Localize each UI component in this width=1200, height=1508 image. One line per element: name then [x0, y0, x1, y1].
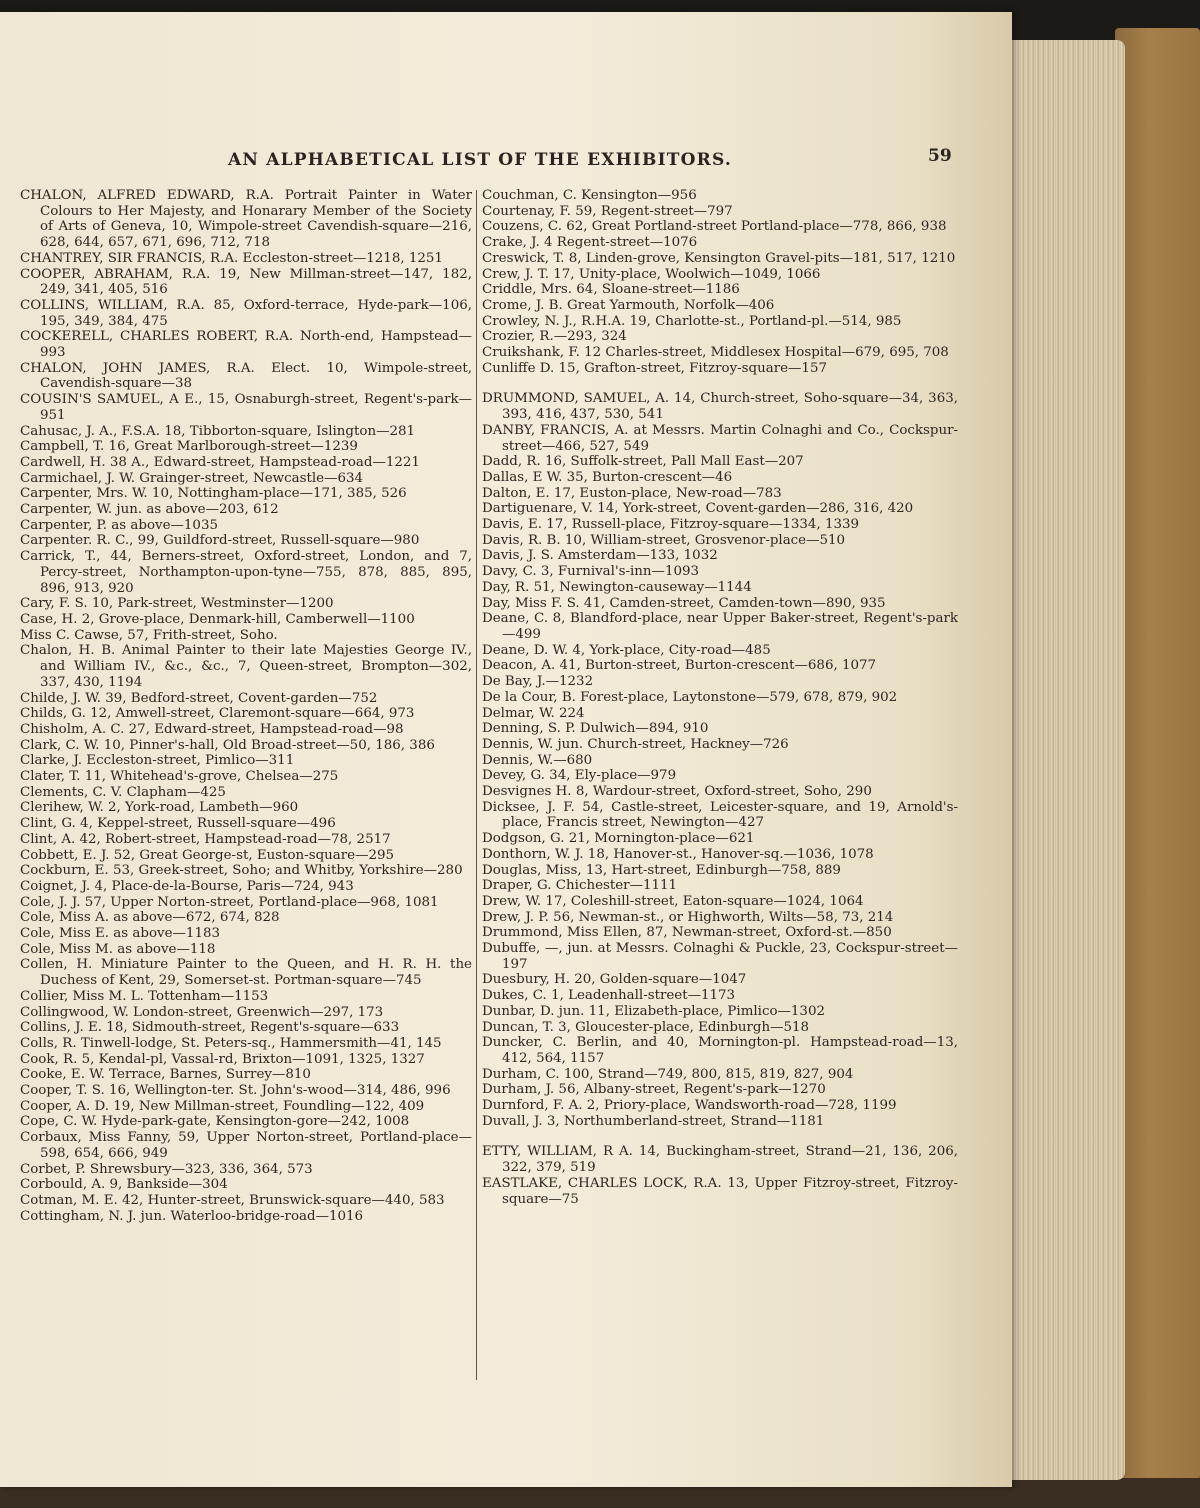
exhibitor-entry: Carpenter. R. C., 99, Guildford-street, Russell-square—980 — [20, 533, 420, 549]
exhibitor-entry: Denning, S. P. Dulwich—894, 910 — [482, 721, 709, 737]
exhibitor-entry: Corbould, A. 9, Bankside—304 — [20, 1177, 228, 1193]
exhibitor-entry: Cope, C. W. Hyde-park-gate, Kensington-gore—242, 1008 — [20, 1114, 410, 1130]
exhibitor-entry: Criddle, Mrs. 64, Sloane-street—1186 — [482, 282, 740, 298]
exhibitor-entry: Crozier, R.—293, 324 — [482, 329, 627, 345]
exhibitor-entry: ETTY, WILLIAM, R A. 14, Buckingham-street, Strand—21, 136, 206, 322, 379, 519 — [482, 1144, 958, 1176]
exhibitor-entry: Carpenter, P. as above—1035 — [20, 517, 218, 533]
exhibitor-entry: Duncan, T. 3, Gloucester-place, Edinburgh—518 — [482, 1019, 810, 1035]
exhibitor-entry: COUSIN'S SAMUEL, A E., 15, Osnaburgh-street, Regent's-park—951 — [20, 392, 472, 423]
exhibitor-entry: Dennis, W. jun. Church-street, Hackney—726 — [482, 736, 789, 752]
exhibitor-entry: Case, H. 2, Grove-place, Denmark-hill, Camberwell—1100 — [20, 611, 415, 627]
page-header-title: AN ALPHABETICAL LIST OF THE EXHIBITORS. — [228, 150, 732, 170]
exhibitor-entry: Dallas, E W. 35, Burton-crescent—46 — [482, 469, 733, 485]
exhibitor-entry: Campbell, T. 16, Great Marlborough-street—1239 — [20, 439, 358, 455]
exhibitor-entry: COOPER, ABRAHAM, R.A. 19, New Millman-street—147, 182, 249, 341, 405, 516 — [20, 266, 472, 298]
exhibitor-entry: Childs, G. 12, Amwell-street, Claremont-square—664, 973 — [20, 706, 415, 722]
exhibitor-entry: De Bay, J.—1232 — [482, 674, 594, 690]
exhibitor-entry: Desvignes H. 8, Wardour-street, Oxford-street, Soho, 290 — [482, 784, 872, 800]
exhibitor-entry: Collins, J. E. 18, Sidmouth-street, Regent's-square—633 — [20, 1020, 400, 1036]
exhibitor-entry: Draper, G. Chichester—1111 — [482, 878, 678, 894]
exhibitor-entry: Cole, Miss E. as above—1183 — [20, 926, 220, 942]
exhibitor-entry: COLLINS, WILLIAM, R.A. 85, Oxford-terrace, Hyde-park—106, 195, 349, 384, 475 — [20, 297, 472, 329]
exhibitor-entry: COCKERELL, CHARLES ROBERT, R.A. North-end, Hampstead—993 — [20, 329, 472, 361]
exhibitor-entry: Delmar, W. 224 — [482, 705, 585, 721]
exhibitor-entry: Coignet, J. 4, Place-de-la-Bourse, Paris—724, 943 — [20, 878, 354, 894]
exhibitor-entry: Davis, R. B. 10, William-street, Grosvenor-place—510 — [482, 532, 846, 548]
exhibitor-entry: Clater, T. 11, Whitehead's-grove, Chelsea—275 — [20, 769, 339, 785]
column-divider — [476, 190, 477, 1380]
exhibitor-entry: Creswick, T. 8, Linden-grove, Kensington Gravel-pits—181, 517, 1210 — [482, 250, 956, 266]
exhibitor-entry: Deane, D. W. 4, York-place, City-road—485 — [482, 642, 771, 658]
exhibitor-entry: Chisholm, A. C. 27, Edward-street, Hampstead-road—98 — [20, 721, 404, 737]
exhibitor-entry: Duvall, J. 3, Northumberland-street, Strand—1181 — [482, 1113, 825, 1129]
exhibitor-entry: Collen, H. Miniature Painter to the Queen, and H. R. H. the Duchess of Kent, 29, Somerset-st. Portman-square—745 — [20, 957, 472, 989]
exhibitor-entry: Carpenter, W. jun. as above—203, 612 — [20, 502, 279, 518]
exhibitor-entry: Carpenter, Mrs. W. 10, Nottingham-place—171, 385, 526 — [20, 486, 407, 502]
exhibitor-entry: Durham, J. 56, Albany-street, Regent's-park—1270 — [482, 1082, 826, 1098]
exhibitor-entry: Courtenay, F. 59, Regent-street—797 — [482, 203, 733, 219]
page-number: 59 — [928, 146, 952, 166]
exhibitor-entry: Douglas, Miss, 13, Hart-street, Edinburgh—758, 889 — [482, 862, 841, 878]
exhibitor-entry: Dodgson, G. 21, Mornington-place—621 — [482, 831, 755, 847]
exhibitor-entry: Deane, C. 8, Blandford-place, near Upper Baker-street, Regent's-park—499 — [482, 611, 958, 642]
exhibitor-entry: Duncker, C. Berlin, and 40, Mornington-pl. Hampstead-road—13, 412, 564, 1157 — [482, 1035, 958, 1066]
exhibitor-entry: Carrick, T., 44, Berners-street, Oxford-street, London, and 7, Percy-street, Northampton-upon-tyne—755, 878, 885, 895, 896, 913, 920 — [20, 549, 472, 596]
page-stack-edges — [1000, 40, 1125, 1480]
exhibitor-entry: Cary, F. S. 10, Park-street, Westminster—1200 — [20, 596, 334, 612]
exhibitor-entry: Crew, J. T. 17, Unity-place, Woolwich—1049, 1066 — [482, 266, 821, 282]
exhibitor-entry: Dukes, C. 1, Leadenhall-street—1173 — [482, 988, 736, 1004]
exhibitor-entry: Duesbury, H. 20, Golden-square—1047 — [482, 972, 747, 988]
exhibitor-entry: Clements, C. V. Clapham—425 — [20, 784, 226, 800]
exhibitor-entry: Couchman, C. Kensington—956 — [482, 188, 697, 203]
exhibitor-entry: Carmichael, J. W. Grainger-street, Newcastle—634 — [20, 470, 364, 486]
exhibitor-entry: Davis, J. S. Amsterdam—133, 1032 — [482, 548, 718, 564]
exhibitor-entry: Devey, G. 34, Ely-place—979 — [482, 768, 677, 784]
exhibitor-entry: Drew, W. 17, Coleshill-street, Eaton-square—1024, 1064 — [482, 893, 864, 909]
exhibitor-entry: Cooper, A. D. 19, New Millman-street, Foundling—122, 409 — [20, 1098, 425, 1114]
exhibitor-entry: Cobbett, E. J. 52, Great George-st, Euston-square—295 — [20, 847, 395, 863]
exhibitor-entry: Dalton, E. 17, Euston-place, New-road—783 — [482, 485, 782, 501]
exhibitor-entry: Crowley, N. J., R.H.A. 19, Charlotte-st., Portland-pl.—514, 985 — [482, 313, 902, 329]
exhibitor-entry: Dubuffe, —, jun. at Messrs. Colnaghi & Puckle, 23, Cockspur-street—197 — [482, 941, 958, 972]
exhibitor-entry: Clark, C. W. 10, Pinner's-hall, Old Broad-street—50, 186, 386 — [20, 737, 435, 753]
exhibitor-entry: Collingwood, W. London-street, Greenwich—297, 173 — [20, 1004, 384, 1020]
exhibitor-entry: Couzens, C. 62, Great Portland-street Portland-place—778, 866, 938 — [482, 219, 947, 235]
exhibitor-entry: Crake, J. 4 Regent-street—1076 — [482, 235, 698, 251]
exhibitor-entry: Dunbar, D. jun. 11, Elizabeth-place, Pimlico—1302 — [482, 1003, 825, 1019]
exhibitor-entry: Davy, C. 3, Furnival's-inn—1093 — [482, 564, 700, 580]
exhibitor-entry: Clint, G. 4, Keppel-street, Russell-square—496 — [20, 816, 336, 832]
exhibitor-entry: Colls, R. Tinwell-lodge, St. Peters-sq., Hammersmith—41, 145 — [20, 1035, 442, 1051]
exhibitor-entry: Miss C. Cawse, 57, Frith-street, Soho. — [20, 627, 278, 643]
exhibitor-entry: Davis, E. 17, Russell-place, Fitzroy-square—1334, 1339 — [482, 517, 860, 533]
exhibitor-entry: Cole, Miss M. as above—118 — [20, 941, 216, 957]
exhibitor-entry: Cottingham, N. J. jun. Waterloo-bridge-road—1016 — [20, 1208, 364, 1224]
exhibitor-entry: Cunliffe D. 15, Grafton-street, Fitzroy-square—157 — [482, 360, 827, 376]
exhibitor-entry: Dicksee, J. F. 54, Castle-street, Leicester-square, and 19, Arnold's-place, Francis street, Newington—427 — [482, 799, 958, 831]
exhibitor-entry: Clint, A. 42, Robert-street, Hampstead-road—78, 2517 — [20, 831, 391, 847]
exhibitor-entry: DANBY, FRANCIS, A. at Messrs. Martin Colnaghi and Co., Cockspur-street—466, 527, 549 — [482, 422, 958, 454]
exhibitor-entry: Dartiguenare, V. 14, York-street, Covent-garden—286, 316, 420 — [482, 501, 914, 517]
exhibitor-entry: Dadd, R. 16, Suffolk-street, Pall Mall East—207 — [482, 454, 804, 470]
exhibitor-entry: Chalon, H. B. Animal Painter to their late Majesties George IV., and William IV., &c., &c., 7, Queen-street, Brompton—302, 337, 430, 1194 — [20, 643, 472, 690]
exhibitor-entry: Deacon, A. 41, Burton-street, Burton-crescent—686, 1077 — [482, 658, 877, 674]
exhibitor-entry: De la Cour, B. Forest-place, Laytonstone—579, 678, 879, 902 — [482, 689, 898, 705]
exhibitor-entry: CHANTREY, SIR FRANCIS, R.A. Eccleston-street—1218, 1251 — [20, 250, 443, 266]
exhibitor-entry: DRUMMOND, SAMUEL, A. 14, Church-street, Soho-square—34, 363, 393, 416, 437, 530, 541 — [482, 391, 958, 423]
exhibitor-entry: Clarke, J. Eccleston-street, Pimlico—311 — [20, 753, 295, 769]
book-cover-edge — [1115, 28, 1200, 1480]
exhibitor-entry: Cooper, T. S. 16, Wellington-ter. St. John's-wood—314, 486, 996 — [20, 1083, 451, 1099]
exhibitor-entry: Collier, Miss M. L. Tottenham—1153 — [20, 988, 269, 1004]
exhibitor-entry: Cole, J. J. 57, Upper Norton-street, Portland-place—968, 1081 — [20, 894, 439, 910]
exhibitor-entry: Childe, J. W. 39, Bedford-street, Covent-garden—752 — [20, 690, 378, 706]
exhibitor-entry: Cockburn, E. 53, Greek-street, Soho; and Whitby, Yorkshire—280 — [20, 863, 463, 879]
right-column — [482, 188, 958, 1207]
exhibitor-entry: Corbet, P. Shrewsbury—323, 336, 364, 573 — [20, 1161, 313, 1177]
exhibitor-entry: Crome, J. B. Great Yarmouth, Norfolk—406 — [482, 297, 775, 313]
exhibitor-entry: CHALON, JOHN JAMES, R.A. Elect. 10, Wimpole-street, Cavendish-square—38 — [20, 360, 472, 392]
exhibitor-entry: Clerihew, W. 2, York-road, Lambeth—960 — [20, 800, 299, 816]
exhibitor-entry: Cook, R. 5, Kendal-pl, Vassal-rd, Brixton—1091, 1325, 1327 — [20, 1051, 425, 1067]
exhibitor-entry: Cotman, M. E. 42, Hunter-street, Brunswick-square—440, 583 — [20, 1193, 445, 1208]
exhibitor-entry: Cardwell, H. 38 A., Edward-street, Hampstead-road—1221 — [20, 454, 420, 470]
exhibitor-entry: CHALON, ALFRED EDWARD, R.A. Portrait Painter in Water Colours to Her Majesty, and Honarary Member of the Society of Arts of Geneva, 10, Wimpole-street Cavendish-square—216, 628, 644, 657, 671, 696, 712, 718 — [20, 188, 472, 251]
exhibitor-entry: Day, Miss F. S. 41, Camden-street, Camden-town—890, 935 — [482, 595, 886, 611]
exhibitor-entry: Corbaux, Miss Fanny, 59, Upper Norton-street, Portland-place—598, 654, 666, 949 — [20, 1130, 472, 1161]
exhibitor-entry: Cole, Miss A. as above—672, 674, 828 — [20, 910, 280, 926]
exhibitor-entry: Durnford, F. A. 2, Priory-place, Wandsworth-road—728, 1199 — [482, 1098, 897, 1114]
exhibitor-entry: Durham, C. 100, Strand—749, 800, 815, 819, 827, 904 — [482, 1066, 854, 1082]
exhibitor-entry: Dennis, W.—680 — [482, 752, 593, 768]
exhibitor-entry: Drummond, Miss Ellen, 87, Newman-street, Oxford-st.—850 — [482, 925, 892, 941]
exhibitor-entry: Donthorn, W. J. 18, Hanover-st., Hanover-sq.—1036, 1078 — [482, 846, 874, 862]
left-column — [20, 188, 472, 1224]
exhibitor-entry: EASTLAKE, CHARLES LOCK, R.A. 13, Upper Fitzroy-street, Fitzroy-square—75 — [482, 1175, 958, 1207]
exhibitor-entry: Drew, J. P. 56, Newman-st., or Highworth, Wilts—58, 73, 214 — [482, 909, 894, 925]
exhibitor-entry: Day, R. 51, Newington-causeway—1144 — [482, 579, 752, 595]
exhibitor-entry: Cooke, E. W. Terrace, Barnes, Surrey—810 — [20, 1067, 311, 1083]
exhibitor-entry: Cruikshank, F. 12 Charles-street, Middlesex Hospital—679, 695, 708 — [482, 345, 949, 361]
exhibitor-entry: Cahusac, J. A., F.S.A. 18, Tibborton-square, Islington—281 — [20, 423, 416, 439]
